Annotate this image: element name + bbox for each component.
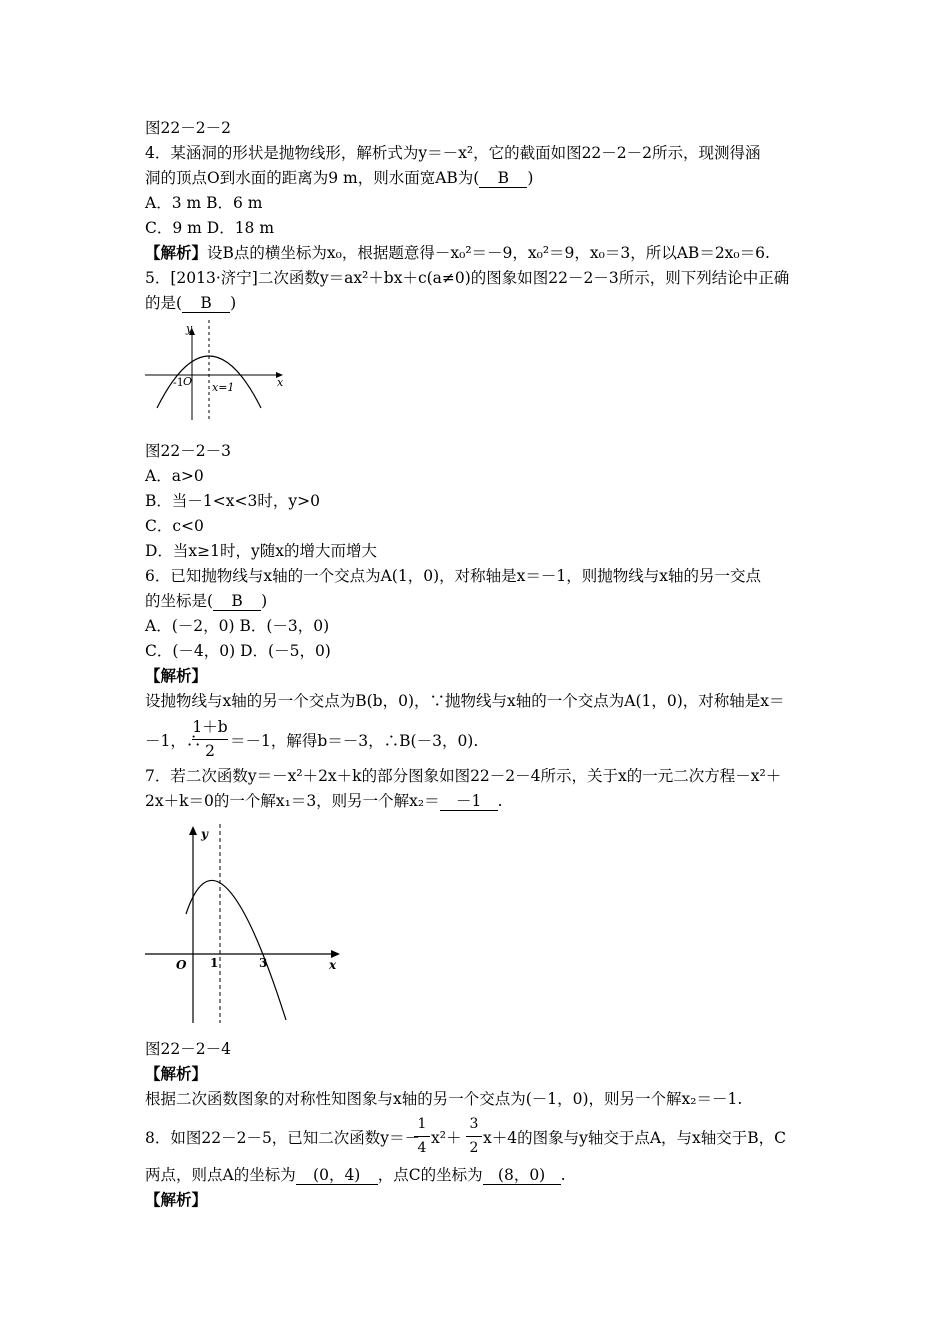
q8-stem-line1-mid: x²＋	[431, 1129, 462, 1147]
q8-stem-text: 两点，则点A的坐标为	[145, 1166, 296, 1184]
q5-origin-label: O	[183, 375, 193, 388]
q4-stem-line2	[145, 168, 533, 188]
q5-parabola-graph	[145, 320, 290, 425]
q6-analysis-line2-post: ＝－1，解得b＝－3，∴B(－3，0).	[230, 732, 479, 750]
q8-frac1-numerator: 1	[417, 1116, 427, 1132]
q7-x-arrow-icon	[331, 950, 340, 958]
q7-y-arrow-icon	[189, 826, 197, 835]
q8-analysis-label: 【解析】	[145, 1190, 208, 1209]
q7-parabola-graph	[140, 818, 350, 1028]
q8-stem-end: .	[560, 1166, 566, 1184]
q5-y-label: y	[186, 322, 193, 335]
q6-analysis-line2-pre: －1，∴	[145, 732, 202, 750]
q8-frac1-bar	[414, 1136, 430, 1137]
q5-answer: B	[182, 294, 230, 313]
q6-options-ab: A．(－2，0) B．(－3，0)	[145, 617, 330, 635]
q8-stem-line1-pre: 8．如图22－2－5，已知二次函数y＝－	[145, 1129, 421, 1147]
q4-options-cd: C．9 m D．18 m	[145, 219, 275, 237]
q7-analysis-label: 【解析】	[145, 1064, 208, 1083]
q4-close-paren: )	[527, 169, 534, 187]
q7-tick-3-label: 3	[259, 956, 268, 970]
q6-stem-text: 的坐标是(	[145, 592, 214, 610]
q4-analysis-label: 【解析】	[145, 243, 208, 262]
q5-option-d: D．当x≥1时，y随x的增大而增大	[145, 542, 378, 560]
figure-caption-22-2-2: 图22－2－2	[145, 119, 231, 137]
q8-frac2-numerator: 3	[469, 1116, 479, 1132]
q8-answer-c: (8，0)	[483, 1166, 561, 1185]
q4-analysis	[145, 243, 770, 263]
q8-frac1-denominator: 4	[417, 1140, 427, 1156]
q6-analysis-label: 【解析】	[145, 666, 208, 685]
q7-stem-line2	[145, 791, 503, 811]
q4-answer: B	[479, 169, 527, 188]
q6-fraction-bar	[192, 739, 228, 740]
q5-close-paren: )	[230, 294, 237, 312]
q6-stem-line1: 6．已知抛物线与x轴的一个交点为A(1，0)，对称轴是x＝－1，则抛物线与x轴的另一交点	[145, 567, 761, 585]
q6-fraction-denominator: 2	[205, 742, 215, 760]
q4-analysis-text: 设B点的横坐标为x₀，根据题意得－x₀²＝－9，x₀²＝9，x₀＝3，所以AB＝2x₀＝6.	[207, 244, 770, 262]
q8-stem-line1-post: x＋4的图象与y轴交于点A，与x轴交于B，C	[483, 1129, 787, 1147]
q7-stem-line1: 7．若二次函数y＝－x²＋2x＋k的部分图象如图22－2－4所示，关于x的一元二次方程－x²＋	[145, 767, 782, 785]
q8-stem-line2	[145, 1165, 566, 1185]
q5-stem-line2	[145, 293, 236, 313]
q6-options-cd: C．(－4，0) D．(－5，0)	[145, 642, 331, 660]
q5-option-c: C．c<0	[145, 517, 204, 535]
q7-stem-end: .	[497, 792, 503, 810]
q5-x-label: x	[277, 376, 284, 389]
q5-stem-text: 的是(	[145, 294, 183, 312]
q6-analysis-line1: 设抛物线与x轴的另一个交点为B(b，0)，∵抛物线与x轴的一个交点为A(1，0)，对称轴是x＝	[145, 692, 785, 710]
q7-stem-text: 2x＋k＝0的一个解x₁＝3，则另一个解x₂＝	[145, 792, 440, 810]
q8-frac2-denominator: 2	[469, 1140, 479, 1156]
q8-frac2-bar	[466, 1136, 482, 1137]
q8-answer-a: (0，4)	[296, 1166, 378, 1185]
q7-y-label: y	[201, 827, 208, 841]
q7-caption: 图22－2－4	[145, 1040, 231, 1058]
q6-stem-line2	[145, 591, 267, 611]
q6-close-paren: )	[261, 592, 268, 610]
q5-caption: 图22－2－3	[145, 442, 231, 460]
q4-options-ab: A．3 m B．6 m	[145, 194, 263, 212]
q5-neg1-label: -1	[173, 376, 184, 389]
q7-parabola-curve	[186, 880, 286, 1020]
q4-stem-text: 洞的顶点O到水面的距离为9 m，则水面宽AB为(	[145, 169, 480, 187]
q5-axis-label: x=1	[212, 381, 235, 394]
q7-tick-1-label: 1	[210, 956, 219, 970]
q7-x-label: x	[329, 958, 337, 972]
q8-stem-mid: ，点C的坐标为	[377, 1166, 483, 1184]
q6-answer: B	[213, 592, 261, 611]
q7-answer: －1	[440, 792, 498, 811]
q6-fraction-numerator: 1＋b	[192, 718, 228, 736]
q5-option-b: B．当－1<x<3时，y>0	[145, 492, 320, 510]
q5-stem-line1: 5．[2013·济宁]二次函数y＝ax²＋bx＋c(a≠0)的图象如图22－2－3所示，则下列结论中正确	[145, 269, 790, 287]
q4-stem-line1: 4．某涵洞的形状是抛物线形，解析式为y＝－x²，它的截面如图22－2－2所示，现测得涵	[145, 144, 761, 162]
q7-origin-label: O	[176, 958, 187, 972]
q7-analysis-text: 根据二次函数图象的对称性知图象与x轴的另一个交点为(－1，0)，则另一个解x₂＝－1.	[145, 1090, 743, 1108]
q5-option-a: A．a>0	[145, 467, 204, 485]
